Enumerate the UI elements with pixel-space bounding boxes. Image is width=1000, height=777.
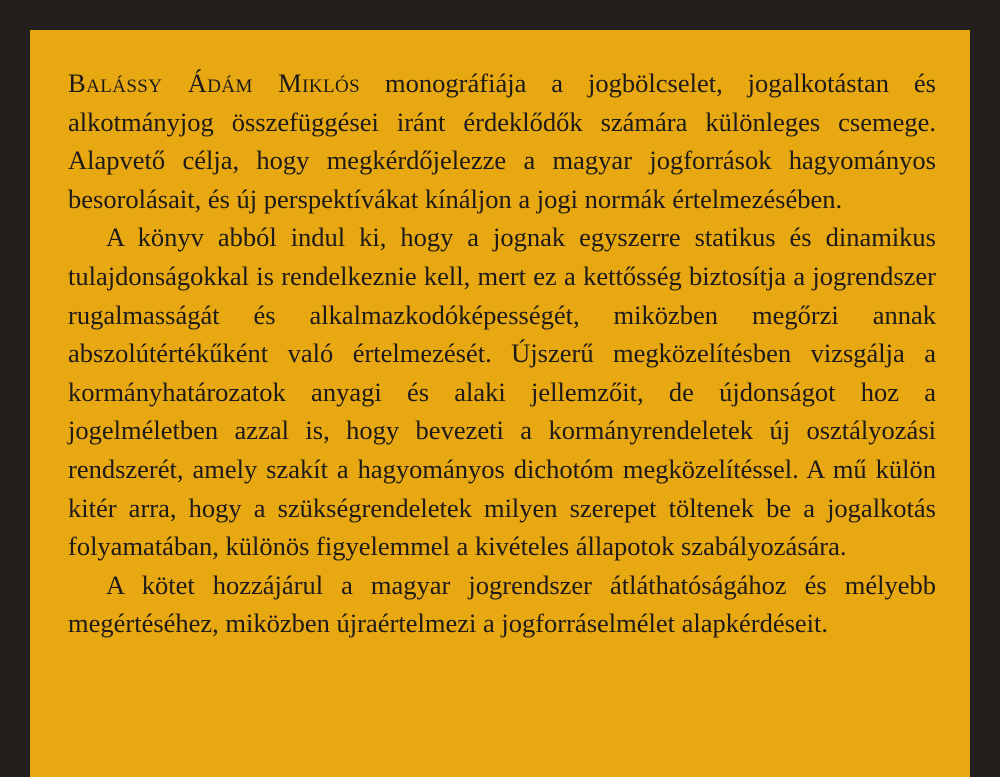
cover-spine-notch — [970, 424, 1000, 777]
paragraph-2: A könyv abból indul ki, hogy a jognak egyszerre statikus és dinamikus tulajdonságokkal is rendelkeznie kell, mert ez a kettősség biztosítja a jogrendszer rugalmasságát és alkalmazkodóképességét, miközben megőrzi annak abszolútértékűként való értelmezését. Újszerű megközelítésben vizsgálja a kormányhatározatok anyagi és alaki jellemzőit, de újdonságot hoz a jogelméletben azzal is, hogy bevezeti a kormányrendeletek új osztályozási rendszerét, amely szakít a hagyományos dichotóm megközelítéssel. A mű külön kitér arra, hogy a szükségrendeletek milyen szerepet töltenek be a jogalkotás folyamatában, különös figyelemmel a kivételes állapotok szabályozására. — [68, 222, 936, 562]
paragraph-1-text: monográfiája a jogbölcselet, jogalkotástan és alkotmányjog összefüggései iránt érdeklődők számára különleges csemege. Alapvető célja, hogy megkérdőjelezze a magyar jogforrások hagyományos besorolásait, és új perspektívákat kínáljon a jogi normák értelmezésében. — [68, 68, 936, 214]
cover-left-edge — [0, 0, 30, 777]
paragraph-1 — [68, 64, 936, 218]
paragraph-3: A kötet hozzájárul a magyar jogrendszer átláthatóságához és mélyebb megértéséhez, miközben újraértelmezi a jogforráselmélet alapkérdéseit. — [68, 569, 936, 639]
author-name: Balássy Ádám Miklós — [68, 68, 361, 98]
blurb-panel — [30, 30, 970, 777]
cover-right-edge — [970, 0, 1000, 424]
cover-top-edge — [0, 0, 1000, 30]
blurb-text — [68, 64, 936, 643]
